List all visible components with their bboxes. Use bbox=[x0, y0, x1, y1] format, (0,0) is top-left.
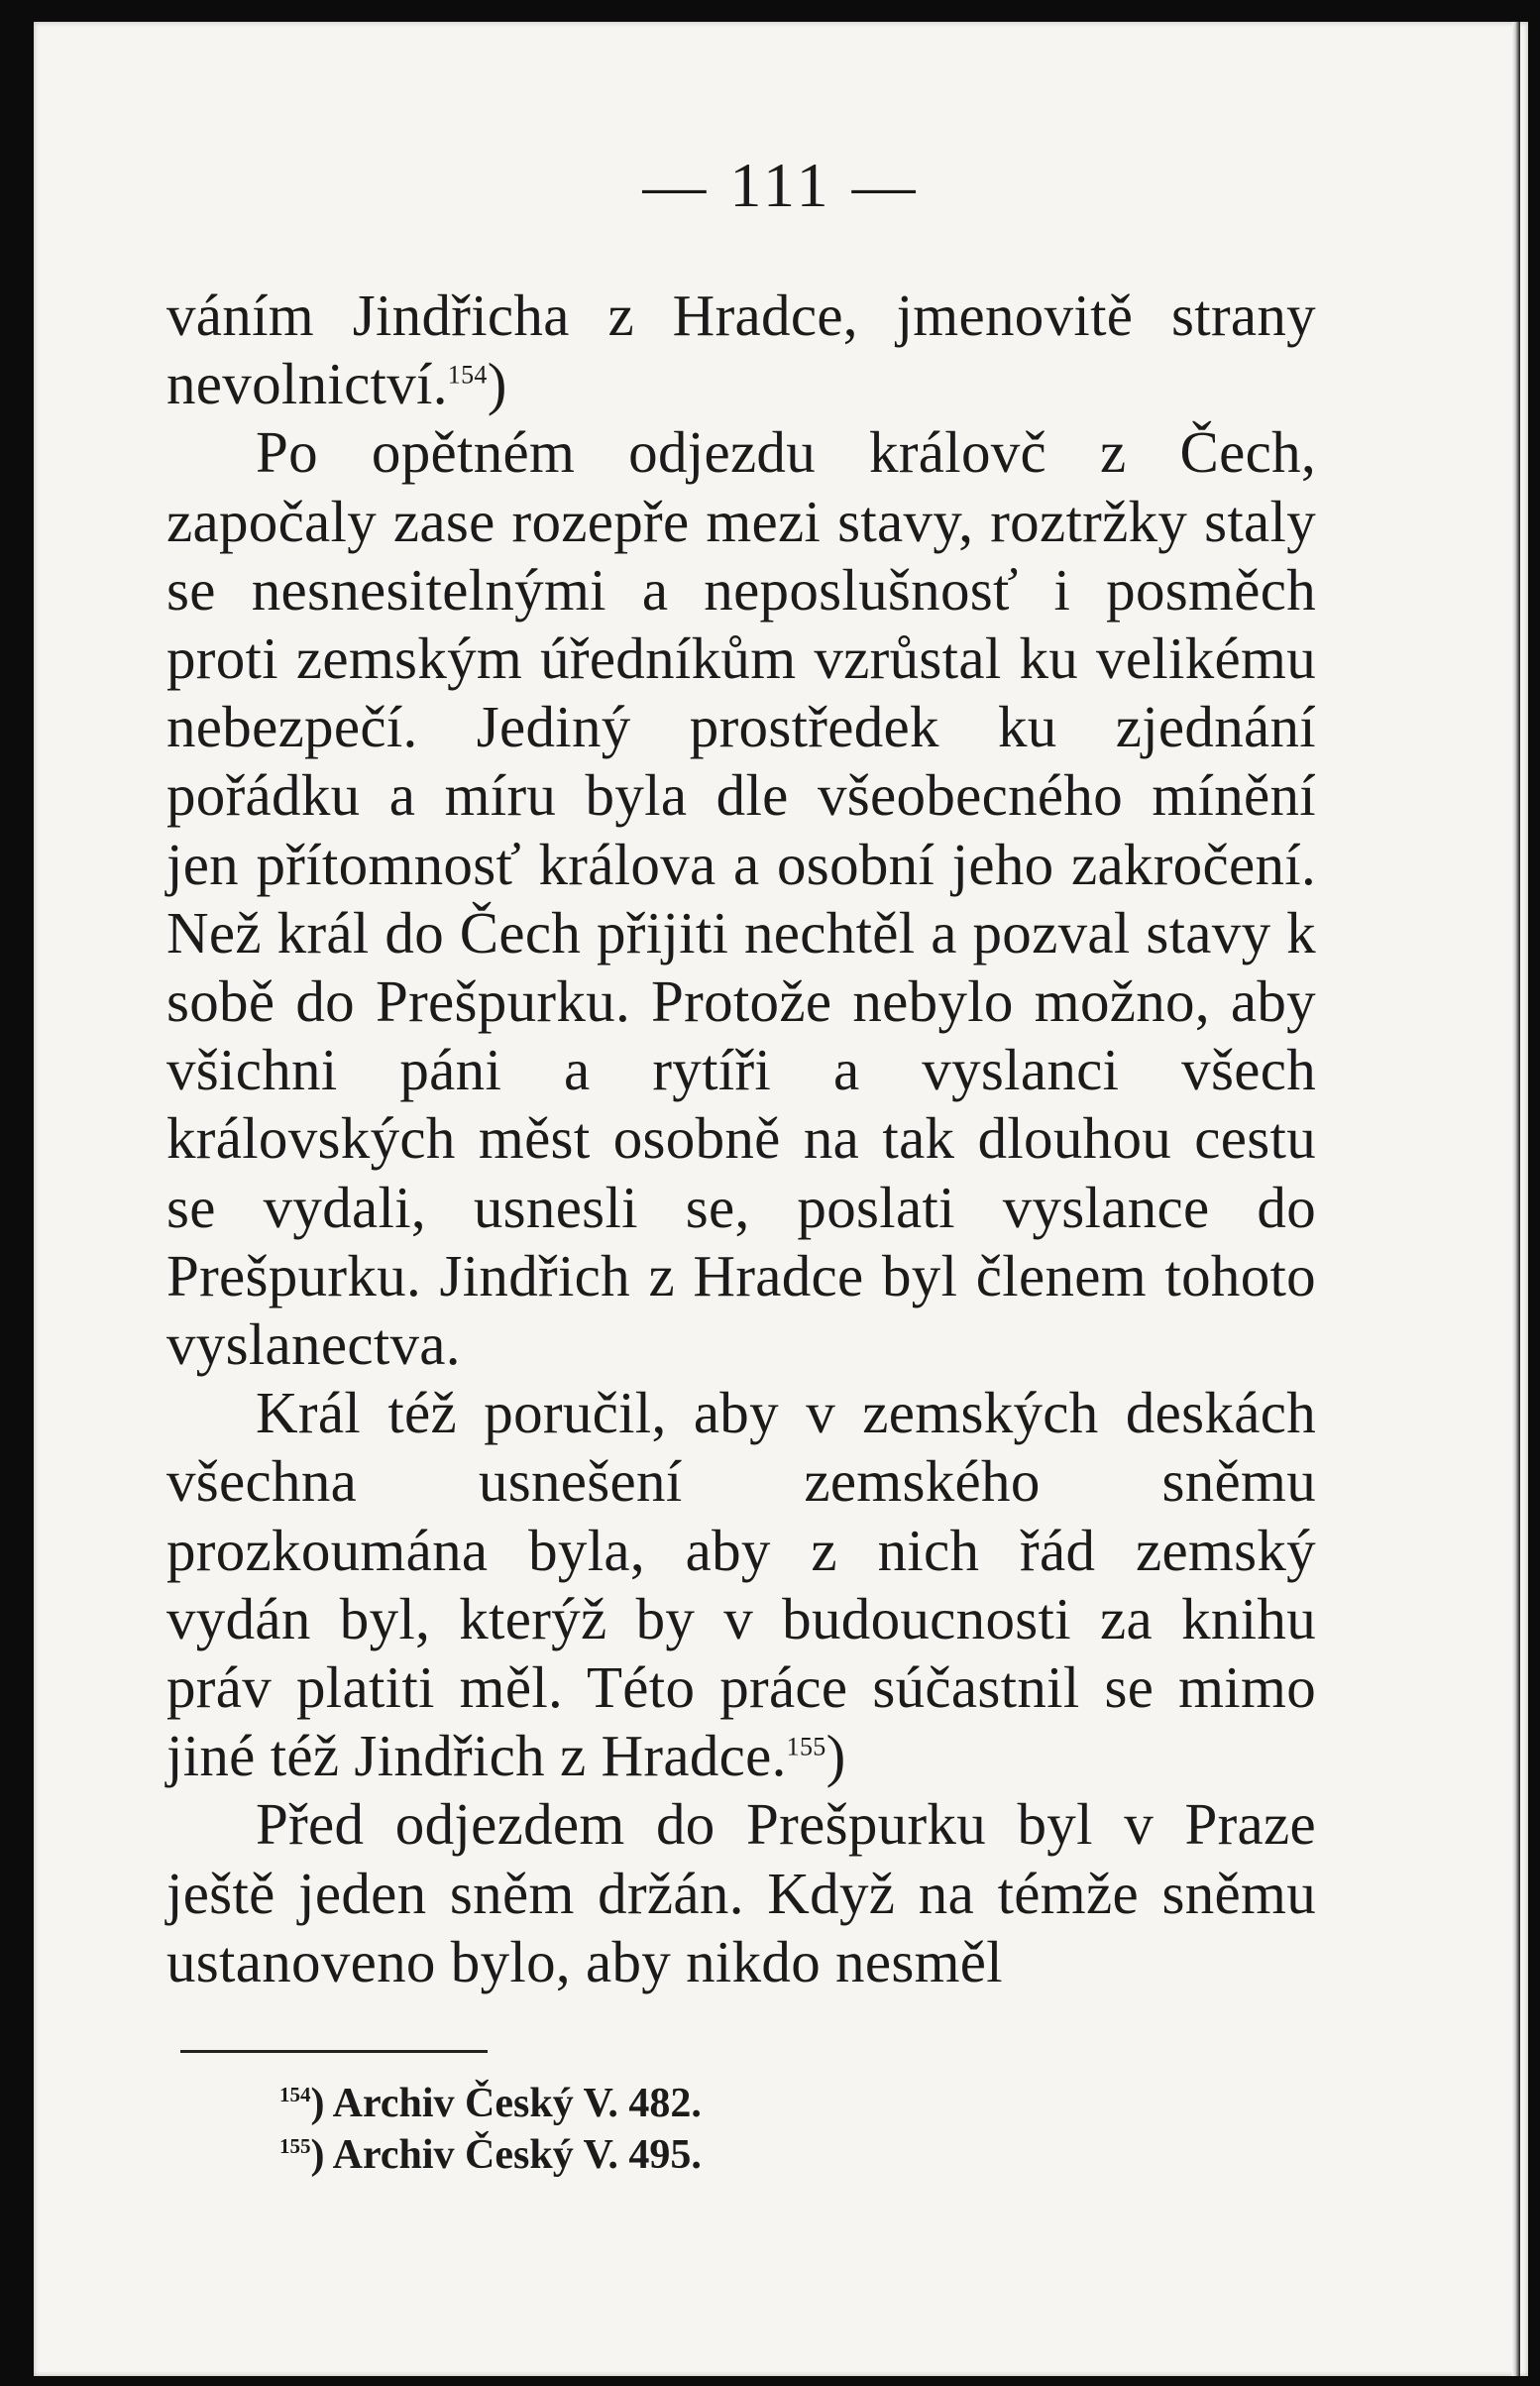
footnote-text: ) Archiv Český V. 482. bbox=[310, 2081, 702, 2126]
footnote-reference: 154 bbox=[447, 360, 488, 390]
paragraph-text: ) bbox=[825, 1723, 846, 1789]
paragraph bbox=[166, 1379, 1316, 1790]
book-page bbox=[34, 22, 1528, 2376]
paragraph bbox=[166, 282, 1316, 418]
paragraph-text: Po opětném odjezdu královč z Čech, započaly zase rozepře mezi stavy, roztržky staly se nesnesitelnými a neposlušnosť i posměch proti zemským úředníkům vzrůstal ku velikému nebezpečí. Jediný prostředek ku zjednání pořádku a míru byla dle všeobecného mínění jen přítomnosť králova a osobní jeho zakročení. Než král do Čech přijiti nechtěl a pozval stavy k sobě do Prešpurku. Protože nebylo možno, aby všichni páni a rytíři a vyslanci všech královských měst osobně na tak dlouhou cestu se vydali, usnesli se, poslati vyslance do Prešpurku. Jindřich z Hradce byl členem tohoto vyslanectva. bbox=[166, 419, 1316, 1378]
footnote-text: ) Archiv Český V. 495. bbox=[310, 2132, 702, 2178]
paragraph-text: Král též poručil, aby v zemských deskách všechna usnešení zemského sněmu prozkoumána byla, aby z nich řád zemský vydán byl, kterýž by v budoucnosti za knihu práv platiti měl. Této práce súčastnil se mimo jiné též Jindřich z Hradce. bbox=[166, 1380, 1316, 1789]
footnote-divider bbox=[180, 2050, 488, 2053]
footnote bbox=[279, 2078, 1171, 2129]
paragraph-text: Před odjezdem do Prešpurku byl v Praze ještě jeden sněm držán. Když na témže sněmu ustanoveno bylo, aby nikdo nesměl bbox=[166, 1791, 1316, 1994]
footnote bbox=[279, 2129, 1171, 2181]
page-number: — 111 — bbox=[642, 150, 920, 220]
footnote-mark: 154 bbox=[279, 2083, 311, 2106]
paragraph-text: váním Jindřicha z Hradce, jmenovitě strany nevolnictví. bbox=[166, 283, 1316, 417]
footnote-reference: 155 bbox=[786, 1732, 826, 1761]
paragraph-text: ) bbox=[487, 351, 507, 417]
paragraph bbox=[166, 1790, 1316, 1996]
paragraph bbox=[166, 418, 1316, 1379]
page-edge-shadow bbox=[1512, 22, 1520, 2376]
body-text bbox=[166, 282, 1316, 1996]
footnotes bbox=[279, 2078, 1171, 2181]
footnote-mark: 155 bbox=[279, 2134, 311, 2158]
